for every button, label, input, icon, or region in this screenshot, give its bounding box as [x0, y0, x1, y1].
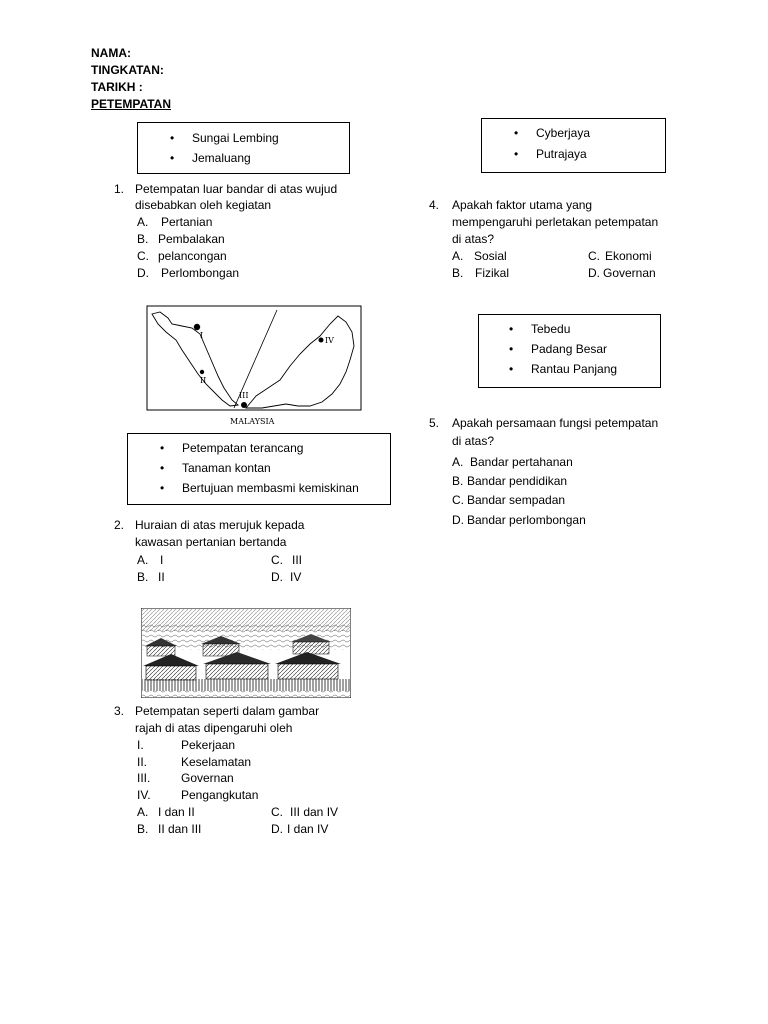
list-item: Cyberjaya: [536, 126, 591, 140]
question-2-number: 2.: [114, 518, 125, 532]
option-key: C.: [588, 249, 600, 263]
option-key: C.: [452, 493, 464, 507]
option-key: C.: [271, 553, 283, 567]
option-text: I: [160, 553, 164, 567]
settlement-list-box-4: [478, 314, 661, 388]
map-label-iii: III: [239, 391, 249, 400]
option-text: Pembalakan: [158, 232, 225, 246]
option-text: I dan II: [158, 805, 195, 819]
option-text: Fizikal: [475, 266, 510, 280]
statement-text: Pengangkutan: [181, 788, 259, 802]
question-4-number: 4.: [429, 198, 440, 212]
map-point-ii: [200, 370, 204, 374]
option-text: IV: [290, 570, 302, 584]
option-key: B.: [137, 232, 149, 246]
statement-text: Pekerjaan: [181, 738, 236, 752]
statement-key: I.: [137, 738, 144, 752]
option-key: B.: [452, 266, 464, 280]
list-item: Putrajaya: [536, 147, 587, 161]
list-item: Tebedu: [531, 322, 571, 336]
map-point-i: [194, 324, 200, 330]
question-5-number: 5.: [429, 416, 440, 430]
question-1-stem: disebabkan oleh kegiatan: [135, 198, 272, 212]
question-5-stem: Apakah persamaan fungsi petempatan: [452, 416, 659, 430]
map-caption: MALAYSIA: [230, 417, 275, 426]
bullet-icon: •: [160, 481, 165, 495]
question-3-stem: rajah di atas dipengaruhi oleh: [135, 721, 293, 735]
option-text: Sosial: [474, 249, 507, 263]
form-label: TINGKATAN:: [91, 63, 164, 77]
bullet-icon: •: [170, 131, 175, 145]
option-text: Bandar pertahanan: [470, 455, 573, 469]
option-key: D.: [588, 266, 600, 280]
bullet-icon: •: [509, 342, 514, 356]
option-text: Bandar sempadan: [467, 493, 566, 507]
map-point-iv: [319, 338, 324, 343]
option-text: Bandar perlombongan: [467, 513, 586, 527]
option-key: A.: [452, 249, 464, 263]
bullet-icon: •: [170, 151, 175, 165]
option-text: III: [292, 553, 303, 567]
question-1-number: 1.: [114, 182, 125, 196]
bullet-icon: •: [514, 147, 519, 161]
topic-title: PETEMPATAN: [91, 97, 171, 111]
list-item: Tanaman kontan: [182, 461, 271, 475]
option-text: Bandar pendidikan: [467, 474, 568, 488]
option-text: Pertanian: [161, 215, 213, 229]
settlement-list-box-2: [127, 433, 391, 505]
option-key: C.: [271, 805, 283, 819]
option-text: I dan IV: [287, 822, 329, 836]
option-key: B.: [452, 474, 464, 488]
option-text: III dan IV: [290, 805, 339, 819]
list-item: Petempatan terancang: [182, 441, 304, 455]
question-4-stem: di atas?: [452, 232, 495, 246]
option-key: D.: [452, 513, 464, 527]
option-key: D.: [271, 822, 283, 836]
bullet-icon: •: [160, 461, 165, 475]
option-key: B.: [137, 570, 149, 584]
question-1-stem: Petempatan luar bandar di atas wujud: [135, 182, 338, 196]
water-village-drawing: [141, 608, 351, 698]
option-text: Perlombongan: [161, 266, 240, 280]
bullet-icon: •: [160, 441, 165, 455]
list-item: Sungai Lembing: [192, 131, 279, 145]
settlement-list-box-1: [137, 122, 350, 174]
statement-key: III.: [137, 771, 151, 785]
statement-key: IV.: [137, 788, 151, 802]
map-label-ii: II: [200, 376, 207, 385]
option-text: Ekonomi: [605, 249, 652, 263]
bullet-icon: •: [514, 126, 519, 140]
map-drawing: [142, 304, 366, 428]
bullet-icon: •: [509, 322, 514, 336]
option-key: A.: [452, 455, 464, 469]
list-item: Bertujuan membasmi kemiskinan: [182, 481, 359, 495]
list-item: Rantau Panjang: [531, 362, 618, 376]
option-key: A.: [137, 553, 149, 567]
option-text: II dan III: [158, 822, 202, 836]
option-text: II: [158, 570, 165, 584]
question-2-stem: Huraian di atas merujuk kepada: [135, 518, 305, 532]
statement-text: Keselamatan: [181, 755, 252, 769]
option-key: C.: [137, 249, 149, 263]
map-label-i: I: [200, 331, 204, 340]
option-key: A.: [137, 805, 149, 819]
question-5-stem: di atas?: [452, 434, 495, 448]
option-key: A.: [137, 215, 149, 229]
bullet-icon: •: [509, 362, 514, 376]
option-key: D.: [271, 570, 283, 584]
statement-key: II.: [137, 755, 148, 769]
question-4-stem: mempengaruhi perletakan petempatan: [452, 215, 659, 229]
statement-text: Governan: [181, 771, 234, 785]
water-village-photo: [141, 608, 351, 698]
map-label-iv: IV: [325, 336, 334, 345]
map-point-iii: [241, 402, 247, 408]
option-key: B.: [137, 822, 149, 836]
name-label: NAMA:: [91, 46, 131, 60]
option-key: D.: [137, 266, 149, 280]
list-item: Padang Besar: [531, 342, 608, 356]
date-label: TARIKH :: [91, 80, 143, 94]
question-4-stem: Apakah faktor utama yang: [452, 198, 593, 212]
option-text: pelancongan: [158, 249, 227, 263]
list-item: Jemaluang: [192, 151, 251, 165]
option-text: Governan: [603, 266, 656, 280]
question-3-number: 3.: [114, 704, 125, 718]
malaysia-map: [142, 304, 366, 428]
settlement-list-box-3: [481, 118, 666, 173]
question-3-stem: Petempatan seperti dalam gambar: [135, 704, 320, 718]
question-2-stem: kawasan pertanian bertanda: [135, 535, 287, 549]
